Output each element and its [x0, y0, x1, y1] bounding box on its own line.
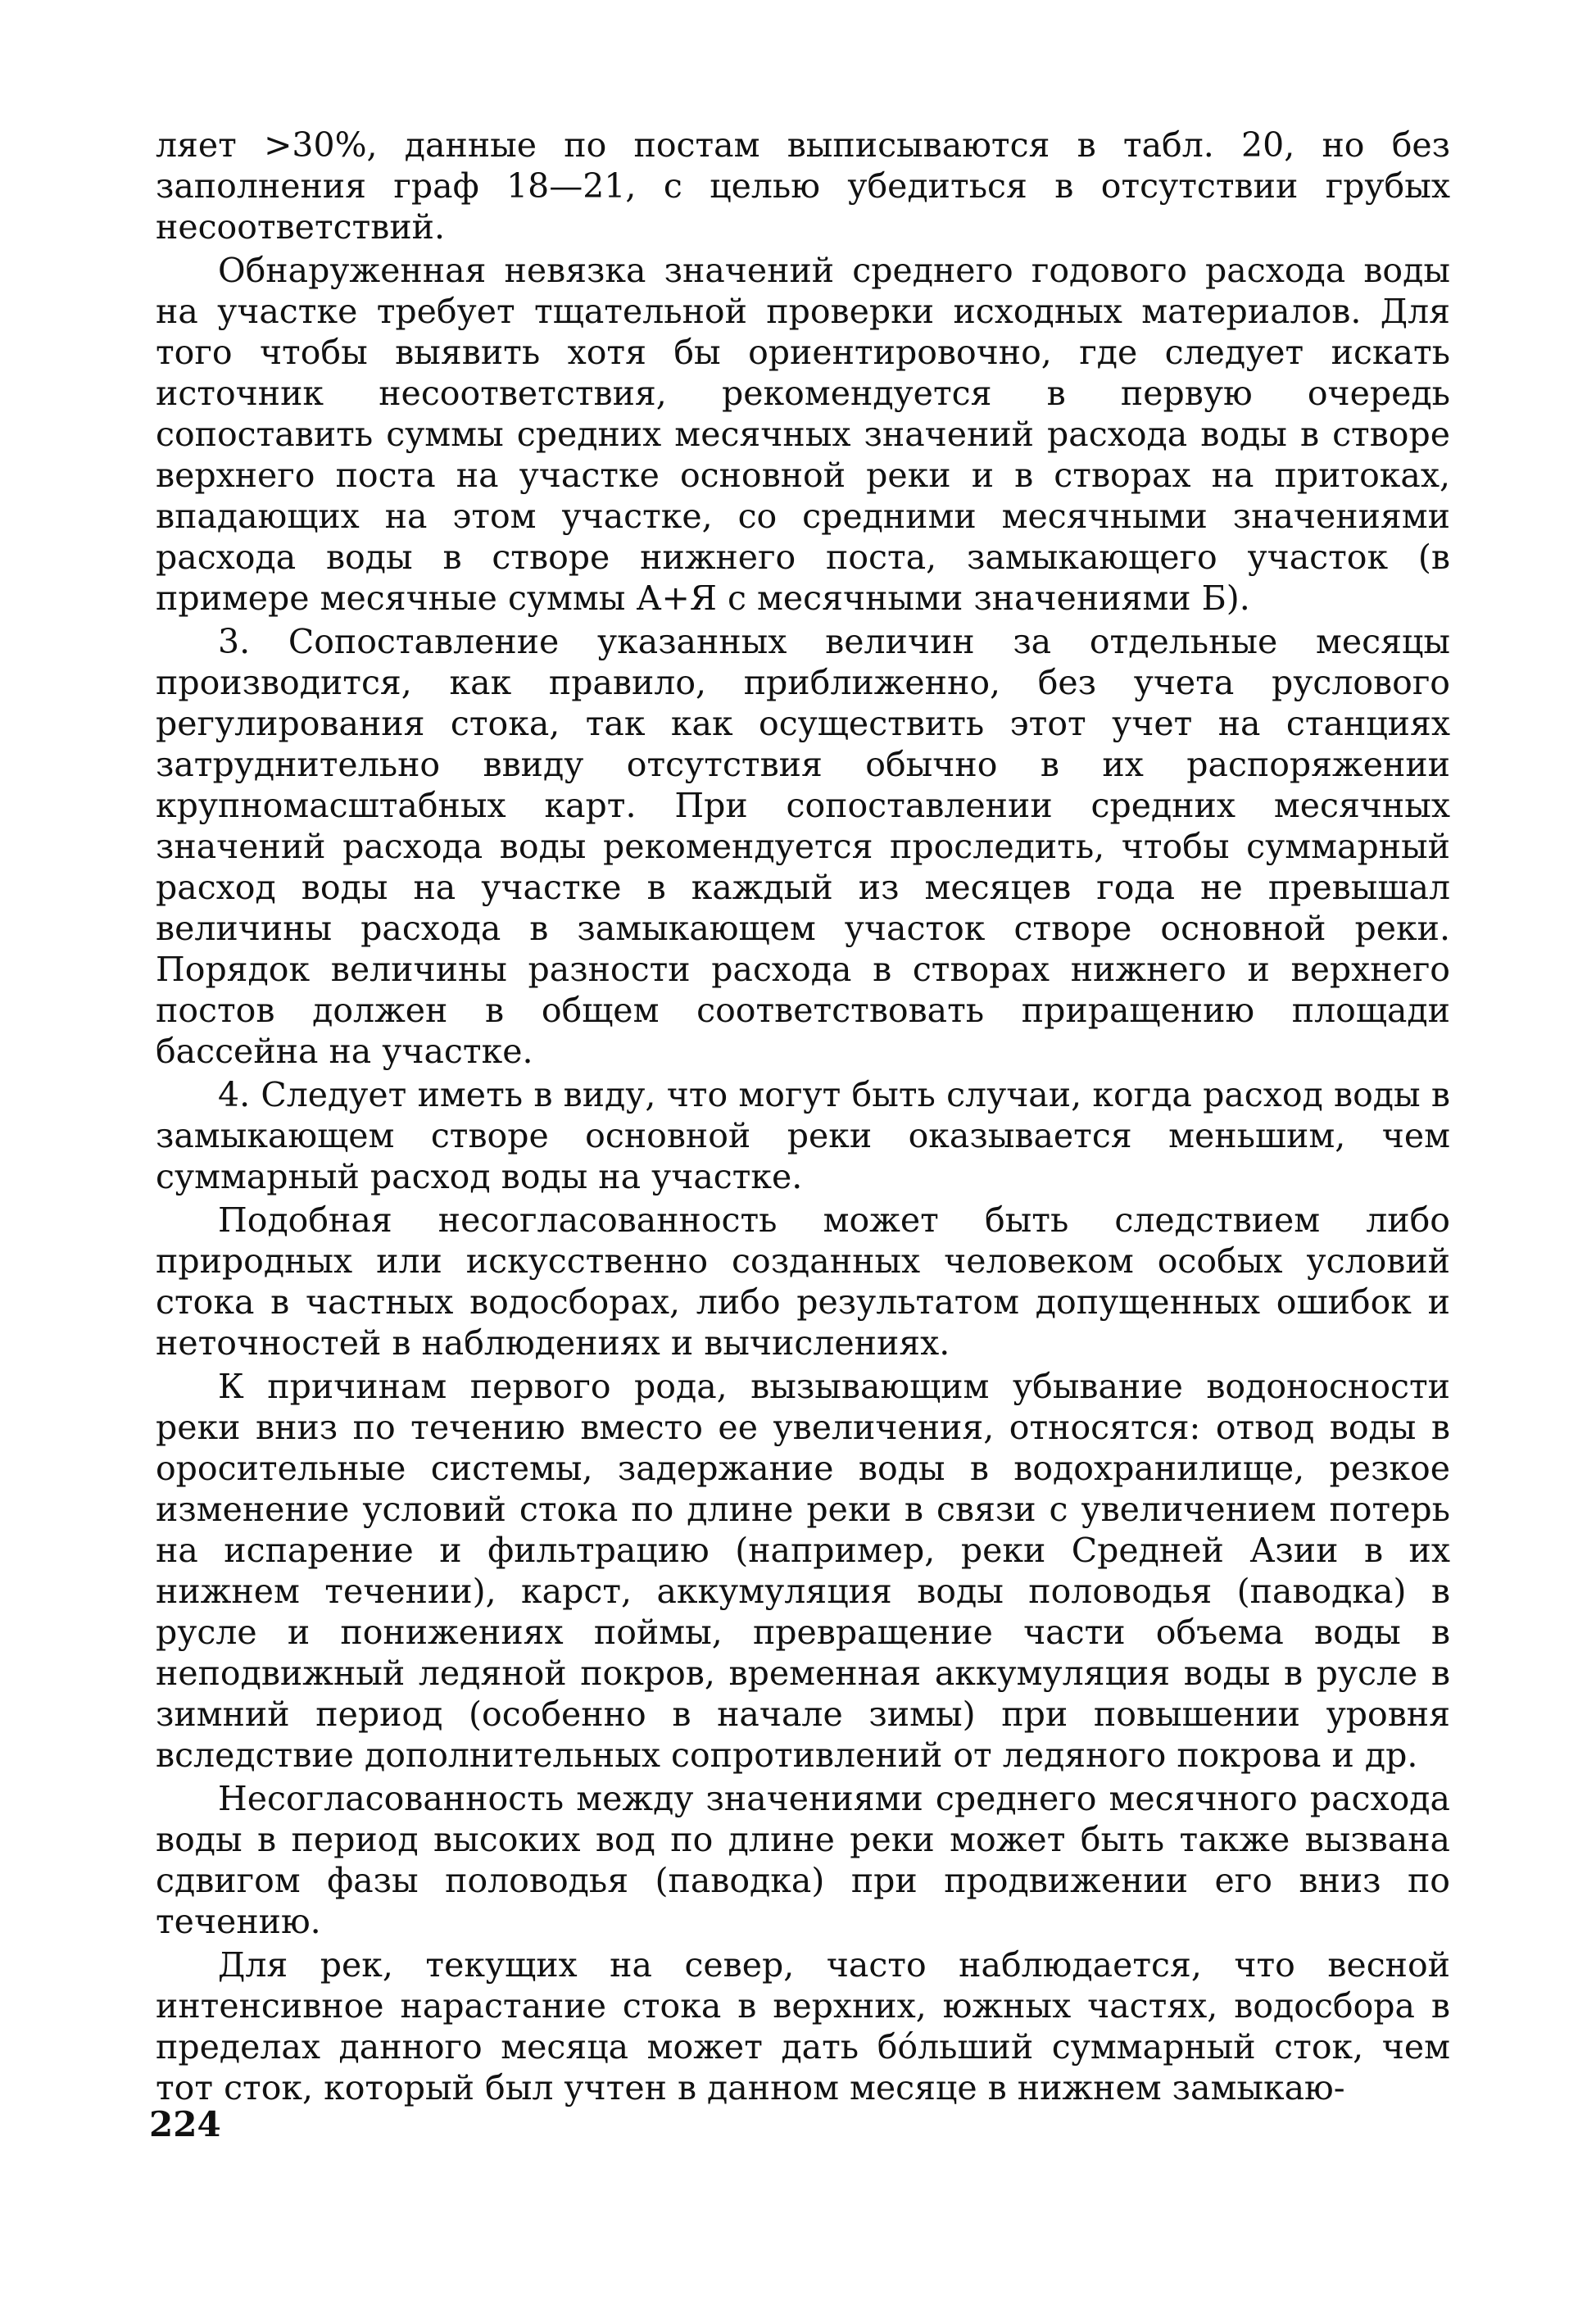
paragraph-5: Подобная несогласованность может быть следствием либо природных или искусственно созданных человеком особых условий стока в частных водосборах, либо результатом допущенных ошибок и неточностей в наблюдениях и вычислениях. [156, 1200, 1450, 1363]
paragraph-3: 3. Сопоставление указанных величин за отдельные месяцы производится, как правило, приближенно, без учета руслового регулирования стока, так как осуществить этот учет на станциях затруднительно ввиду отсутствия обычно в их распоряжении крупномасштабных карт. При сопоставлении средних месячных значений расхода воды рекомендуется проследить, чтобы суммарный расход воды на участке в каждый из месяцев года не превышал величины расхода в замыкающем участок створе основной реки. Порядок величины разности расхода в створах нижнего и верхнего постов должен в общем соответствовать приращению площади бассейна на участке. [156, 622, 1450, 1071]
paragraph-2: Обнаруженная невязка значений среднего годового расхода воды на участке требует тщательной проверки исходных материалов. Для того чтобы выявить хотя бы ориентировочно, где следует искать источник несоответствия, рекомендуется в первую очередь сопоставить суммы средних месячных значений расхода воды в створе верхнего поста на участке основной реки и в створах на притоках, впадающих на этом участке, со средними месячными значениями расхода воды в створе нижнего поста, замыкающего участок (в примере месячные суммы А+Я с месячными значениями Б). [156, 251, 1450, 618]
paragraph-7: Несогласованность между значениями среднего месячного расхода воды в период высоких вод по длине реки может быть также вызвана сдвигом фазы половодья (паводка) при продвижении его вниз по течению. [156, 1779, 1450, 1941]
paragraph-8: Для рек, текущих на север, часто наблюдается, что весной интенсивное нарастание стока в верхних, южных частях, водосбора в пределах данного месяца может дать бо́льший суммарный сток, чем тот сток, который был учтен в данном месяце в нижнем замыкаю- [156, 1945, 1450, 2107]
page-number: 224 [149, 2104, 221, 2144]
body-text [156, 125, 1450, 2111]
paragraph-4: 4. Следует иметь в виду, что могут быть случаи, когда расход воды в замыкающем створе основной реки оказывается меньшим, чем суммарный расход воды на участке. [156, 1075, 1450, 1196]
paragraph-1: ляет >30%, данные по постам выписываются в табл. 20, но без заполнения граф 18—21, с целью убедиться в отсутствии грубых несоответствий. [156, 125, 1450, 247]
paragraph-6: К причинам первого рода, вызывающим убывание водоносности реки вниз по течению вместо ее увеличения, относятся: отвод воды в оросительные системы, задержание воды в водохранилище, резкое изменение условий стока по длине реки в связи с увеличением потерь на испарение и фильтрацию (например, реки Средней Азии в их нижнем течении), карст, аккумуляция воды половодья (паводка) в русле и понижениях поймы, превращение части объема воды в неподвижный ледяной покров, временная аккумуляция воды в русле в зимний период (особенно в начале зимы) при повышении уровня вследствие дополнительных сопротивлений от ледяного покрова и др. [156, 1367, 1450, 1775]
